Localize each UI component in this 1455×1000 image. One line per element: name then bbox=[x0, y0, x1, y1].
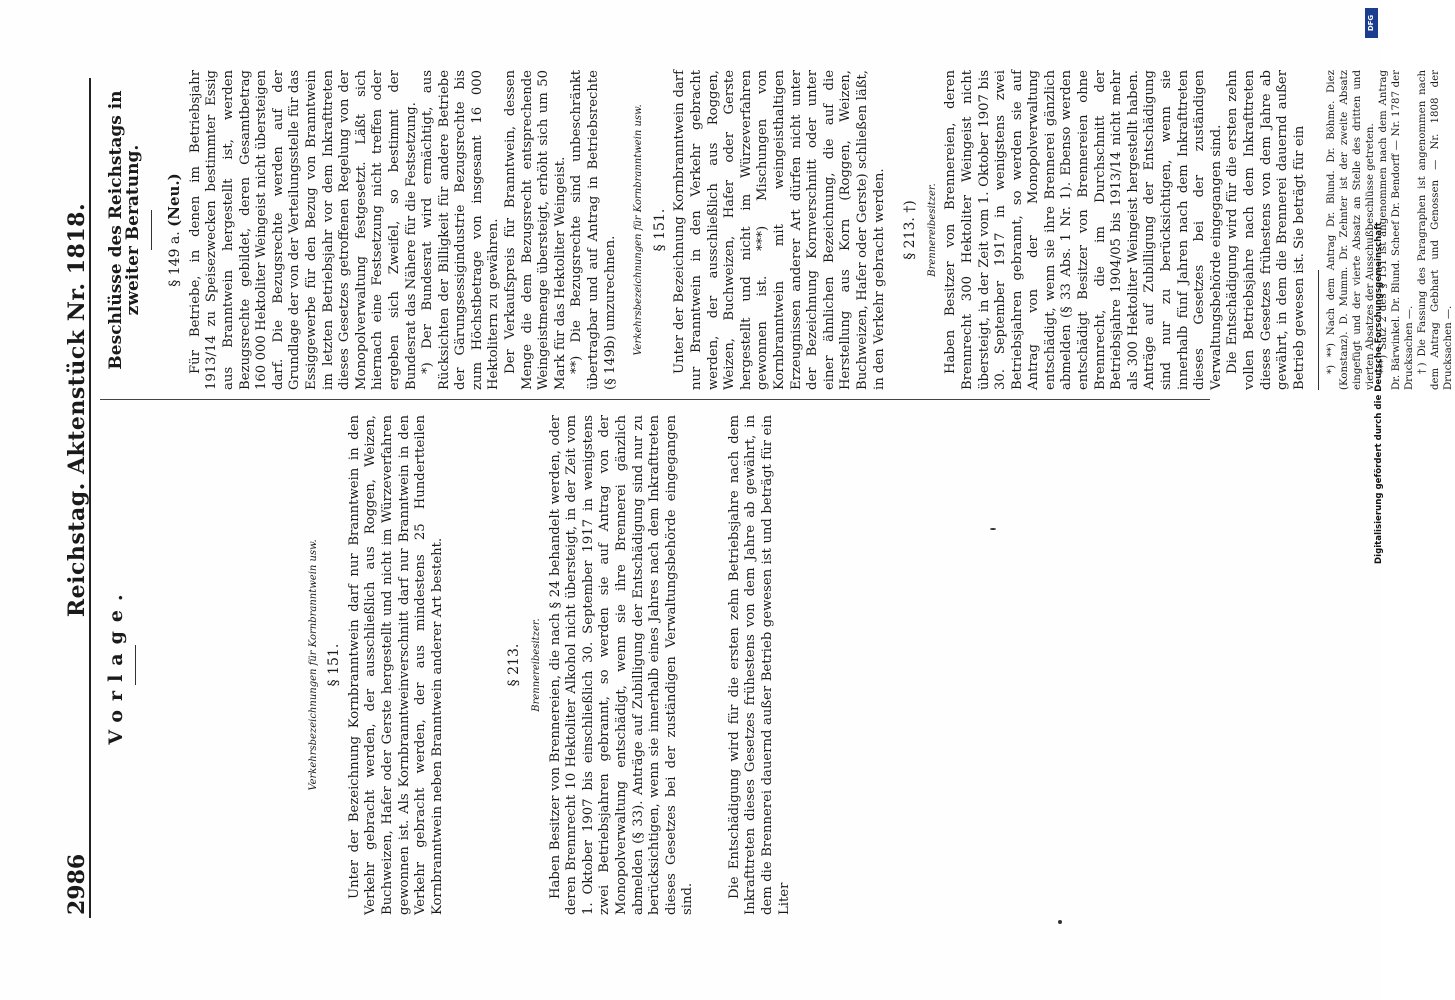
section-149a-text: Für Betriebe, in denen im Betriebsjahr 1913/14 zu Speisezwecken bestimmter Essig aus Branntwein hergestellt ist, werden Bezugsrechte gebildet, deren Gesamtbetrag 160 000 Hektoliter Weingeist nicht übersteigen darf. Die Bezugsrechte werden auf der Grundlage der von der Verteilungsstelle für das Essiggewerbe für den Bezug von Branntwein im letzten Betriebsjahr vor dem Inkrafttreten dieses Gesetzes getroffenen Regelung von der Monopolverwaltung festgesetzt. Läßt sich hiernach eine Festsetzung nicht treffen oder ergeben sich Zweifel, so bestimmt der Bundesrat das Nähere für die Festsetzung. bbox=[187, 70, 419, 390]
section-151-heading: Verkehrsbezeichnungen für Kornbranntwein usw. bbox=[307, 539, 319, 791]
section-213-text-2: Die Entschädigung wird für die ersten zehn Betriebsjahre nach dem Inkrafttreten dieses Gesetzes frühestens von dem Jahre ab gewährt, in dem die Brennerei dauernd außer Betrieb gewesen ist und beträgt für ein Liter bbox=[726, 415, 792, 915]
section-151-heading: Verkehrsbezeichnungen für Kornbranntwein usw. bbox=[633, 104, 645, 356]
section-149a-text-3: Der Verkaufspreis für Branntwein, dessen Menge die dem Bezugsrecht entsprechende Weingeistmenge übersteigt, erhöht sich um 50 Mark für das Hektoliter Weingeist. bbox=[503, 70, 568, 390]
digitization-note bbox=[1372, 44, 1384, 564]
column-divider bbox=[100, 399, 1210, 400]
section-149a-text-4: **) Die Bezugsrechte sind unbeschränkt übertragbar und auf Antrag in Betriebsrechte (§ 149b) umzurechnen. bbox=[569, 70, 618, 390]
scan-speck bbox=[1058, 920, 1062, 924]
section-149a-number: § 149 a. bbox=[167, 231, 184, 287]
section-149a-header bbox=[166, 70, 184, 390]
footnote: ***) Satz 2 des § 151 ist angenommen nach dem Antrag Dr. Bärwinkel. Dr. Blund. Scheef Dr. Bendorff — Nr. 1787 der Drucksachen —. bbox=[1378, 70, 1416, 390]
footnote-rule bbox=[1318, 270, 1319, 390]
section-213-heading: Brennereibesitzer. bbox=[530, 618, 542, 712]
section-151-number: § 151. bbox=[651, 208, 668, 252]
column-beschluesse bbox=[100, 70, 1455, 390]
header-rule bbox=[89, 78, 91, 918]
footnote: *) **) Nach dem Antrag Dr. Blund. Dr. Böhme. Diez (Konstanz). D. Mumm. Dr. Zehnter ist der zweite Absatz eingefügt und der vierte Absatz an Stelle des dritten und vierten Absatzes der Ausschußbeschlüsse getreten. bbox=[1326, 70, 1377, 390]
title-rule bbox=[151, 210, 152, 250]
section-213-number: § 213. bbox=[506, 643, 523, 687]
section-149a-text-2: *) Der Bundesrat wird ermächtigt, aus Rücksichten der Billigkeit für andere Betriebe der Gärungsessigindustrie Bezugsrechte bis zum Höchstbetrage von insgesamt 16 000 Hektolitern zu gewähren. bbox=[420, 70, 502, 390]
section-213-text: Haben Besitzer von Brennereien, die nach § 24 behandelt werden, oder deren Brennrecht 10 Hektoliter Alkohol nicht übersteigt, in der Zeit vom 1. Oktober 1907 bis einschließlich 30. September 1917 in wenigstens zwei Betriebsjahren gebrannt, so werden sie auf Antrag von der Monopolverwaltung entschädigt, wenn sie ihre Brennerei gänzlich abmelden (§ 33). Anträge auf Zubilligung der Entschädigung sind nur zu berücksichtigen, wenn sie innerhalb eines Jahres nach dem Inkrafttreten dieses Gesetzes bei der zuständigen Verwaltungsbehörde eingegangen sind. bbox=[547, 415, 696, 915]
section-213-text-2: Die Entschädigung wird für die ersten zehn vollen Betriebsjahre nach dem Inkrafttreten dieses Gesetzes frühestens von dem Jahre ab gewährt, in dem die Brennerei dauernd außer Betrieb gewesen ist. Sie beträgt für ein bbox=[1225, 70, 1307, 390]
page-number: 2986 bbox=[64, 853, 90, 915]
section-213-number: § 213. †) bbox=[902, 200, 919, 260]
section-213-text: Haben Besitzer von Brennereien, deren Brennrecht 300 Hektoliter Weingeist nicht übersteigt, in der Zeit vom 1. Oktober 1907 bis 30. September 1917 in wenigstens zwei Betriebsjahren gebrannt, so werden sie auf Antrag von der Monopolverwaltung entschädigt, wenn sie ihre Brennerei gänzlich abmelden (§ 33 Abs. 1 Nr. 1). Ebenso werden entschädigt Besitzer von Brennereien ohne Brennrecht, die im Durchschnitt der Betriebsjahre 1904/05 bis 1913/14 nicht mehr als 300 Hektoliter Weingeist hergestellt haben. Anträge auf Zubilligung der Entschädigung sind nur zu berücksichtigen, wenn sie innerhalb fünf Jahren nach dem Inkrafttreten dieses Gesetzes bei der zuständigen Verwaltungsbehörde eingegangen sind. bbox=[943, 70, 1224, 390]
column-vorlage bbox=[100, 415, 793, 915]
section-151-text: Unter der Bezeichnung Kornbranntwein darf nur Branntwein in den Verkehr gebracht werden, der ausschließlich aus Roggen, Weizen, Buchweizen, Hafer oder Gerste hergestellt und nicht im Würzeverfahren gewonnen ist. ***) Mischungen von Kornbranntwein mit weingeisthaltigen Erzeugnissen anderer Art dürfen nicht unter der Bezeichnung Kornverschnitt oder unter einer ähnlichen Bezeichnung, die auf die Herstellung aus Korn (Roggen, Weizen, Buchweizen, Hafer oder Gerste) schließen läßt, in den Verkehr gebracht werden. bbox=[672, 70, 887, 390]
section-151-text: Unter der Bezeichnung Kornbranntwein darf nur Branntwein in den Verkehr gebracht werden, der ausschließlich aus Roggen, Weizen, Buchweizen, Hafer oder Gerste hergestellt und nicht im Würzeverfahren gewonnen ist. Als Kornbranntweinverschnitt darf nur Branntwein in den Verkehr gebracht werden, der aus mindestens 25 Hundertteilen Kornbranntwein neben Branntwein anderer Art besteht. bbox=[346, 415, 445, 915]
title-rule bbox=[135, 645, 136, 685]
section-151-number: § 151. bbox=[326, 643, 343, 687]
section-213-heading: Brennereibesitzer. bbox=[926, 183, 938, 277]
section-149a-label: (Neu.) bbox=[165, 173, 184, 227]
column-title-vorlage: Vorlage. bbox=[105, 585, 127, 745]
column-title-beschluesse: Beschlüsse des Reichstags in zweiter Beratung. bbox=[106, 90, 143, 370]
running-title: Reichstag. Aktenstück Nr. 1818. bbox=[64, 202, 90, 618]
footnote: †) Die Fassung des Paragraphen ist angenommen nach dem Antrag Gebhart und Genossen — Nr. 1808 der Drucksachen —. bbox=[1417, 70, 1455, 390]
scan-speck bbox=[990, 528, 996, 530]
digitization-note-text: Digitalisierung gefördert durch die Deutsche Forschungsgemeinschaft bbox=[1374, 222, 1384, 564]
dfg-logo: DFG bbox=[1365, 8, 1378, 38]
